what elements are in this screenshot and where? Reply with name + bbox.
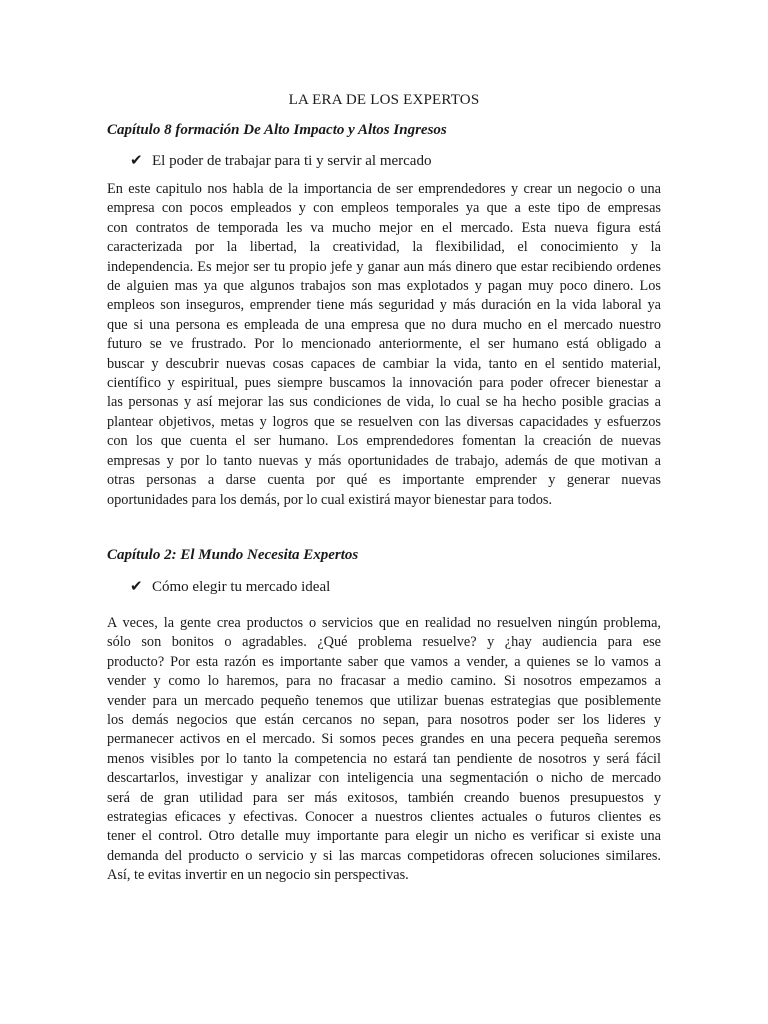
chapter-8-bullet: [130, 151, 431, 170]
paragraph-line: vender y como lo haremos, para no fracasar a medio camino. Si nosotros empezamos a: [107, 673, 661, 690]
paragraph-line: buscar y descubrir nuevas cosas capaces de cambiar la vida, tanto en el sentido material,: [107, 355, 661, 372]
paragraph-line: demanda del producto o servicio y si las marcas competidoras ofrecen soluciones similares.: [107, 847, 661, 864]
paragraph-line: A veces, la gente crea productos o servicios que en realidad no resuelven ningún problema,: [107, 615, 661, 631]
checkmark-icon: ✔: [130, 151, 143, 169]
chapter-8-bullet-text: El poder de trabajar para ti y servir al mercado: [152, 153, 432, 169]
chapter-8-heading: Capítulo 8 formación De Alto Impacto y Altos Ingresos: [107, 122, 447, 138]
paragraph-line: con los que cuenta el ser humano. Los emprendedores fomentan la creación de nuevas: [107, 433, 661, 450]
paragraph-line: empleos son inseguros, emprender tiene más seguridad y más duración en la vida laboral ya: [107, 297, 661, 314]
paragraph-line: descartarlos, investigar y analizar con inteligencia una segmentación o nicho de mercado: [107, 770, 661, 787]
chapter-2-paragraph: [107, 614, 661, 886]
paragraph-line: empresas y por lo tanto nuevas y más oportunidades de trabajo, además de que motivan a: [107, 452, 661, 469]
paragraph-line: independencia. Es mejor ser tu propio jefe y ganar aun más dinero que estar recibiendo ordenes: [107, 258, 661, 275]
paragraph-line: con contratos de temporada les va mucho mejor en el mercado. Esta nueva figura está: [107, 219, 661, 236]
chapter-2-bullet-text: Cómo elegir tu mercado ideal: [152, 579, 331, 595]
chapter-8-paragraph: [107, 180, 661, 510]
paragraph-line: científico y espiritual, pues siempre buscamos la innovación para poder ofrecer bienestar a: [107, 375, 661, 392]
checkmark-icon: ✔: [130, 577, 143, 595]
paragraph-line: producto? Por esta razón es importante saber que vamos a vender, a quienes se lo vamos a: [107, 653, 661, 670]
paragraph-line: oportunidades para los demás, por lo cual existirá mayor bienestar para todos.: [107, 491, 553, 508]
paragraph-line: de alguien mas ya que algunos trabajos son mas explotados y pagan muy poco dinero. Los: [107, 278, 661, 295]
paragraph-line: será de gran utilidad para ser más exitosos, también creando buenos presupuestos y: [107, 789, 661, 806]
paragraph-line: En este capitulo nos habla de la importancia de ser emprendedores y crear un negocio o una: [107, 181, 661, 197]
paragraph-line: futuro se ve frustrado. Por lo mencionado anteriormente, el ser humano está obligado a: [107, 336, 661, 353]
paragraph-line: las personas y así mejorar las sus condiciones de vida, lo cual se ha hecho posible gracias a: [107, 394, 661, 411]
chapter-2-heading: Capítulo 2: El Mundo Necesita Expertos: [107, 547, 359, 563]
paragraph-line: empresa con pocos empleados y con empleos temporales ya que a este tipo de empresas: [107, 200, 661, 217]
paragraph-line: los demás negocios que están cercanos no sepan, para nosotros poder ser los lideres y: [107, 712, 661, 729]
paragraph-line: Así, te evitas invertir en un negocio sin perspectivas.: [107, 867, 409, 884]
paragraph-line: sólo son bonitos o agradables. ¿Qué problema resuelve? y ¿hay audiencia para ese: [107, 634, 661, 651]
paragraph-line: permanecer activos en el mercado. Si somos peces grandes en una pecera pequeña seremos: [107, 731, 661, 748]
paragraph-line: plantear objetivos, metas y logros que se resuelven con las diversas capacidades y esfuerzos: [107, 413, 661, 430]
paragraph-line: estrategias eficaces y efectivas. Conocer a nuestros clientes actuales o futuros clientes es: [107, 809, 661, 826]
paragraph-line: otras personas a darse cuenta por qué es importante emprender y generar nuevas: [107, 472, 661, 489]
chapter-2-bullet: [130, 577, 330, 596]
paragraph-line: que si una persona es empleada de una empresa que no dura mucho en el mercado nuestro: [107, 316, 661, 333]
document-title: LA ERA DE LOS EXPERTOS: [288, 92, 480, 108]
paragraph-line: vender para un mercado pequeño tenemos que utilizar buenas estrategias que posiblemente: [107, 692, 661, 709]
paragraph-line: tener el control. Otro detalle muy importante para elegir un nicho es verificar si existe una: [107, 828, 661, 845]
paragraph-line: caracterizada por la libertad, la creatividad, la flexibilidad, el conocimiento y la: [107, 239, 661, 256]
paragraph-line: menos visibles por lo tanto la competencia no estará tan pendiente de nosotros y será fácil: [107, 750, 661, 767]
